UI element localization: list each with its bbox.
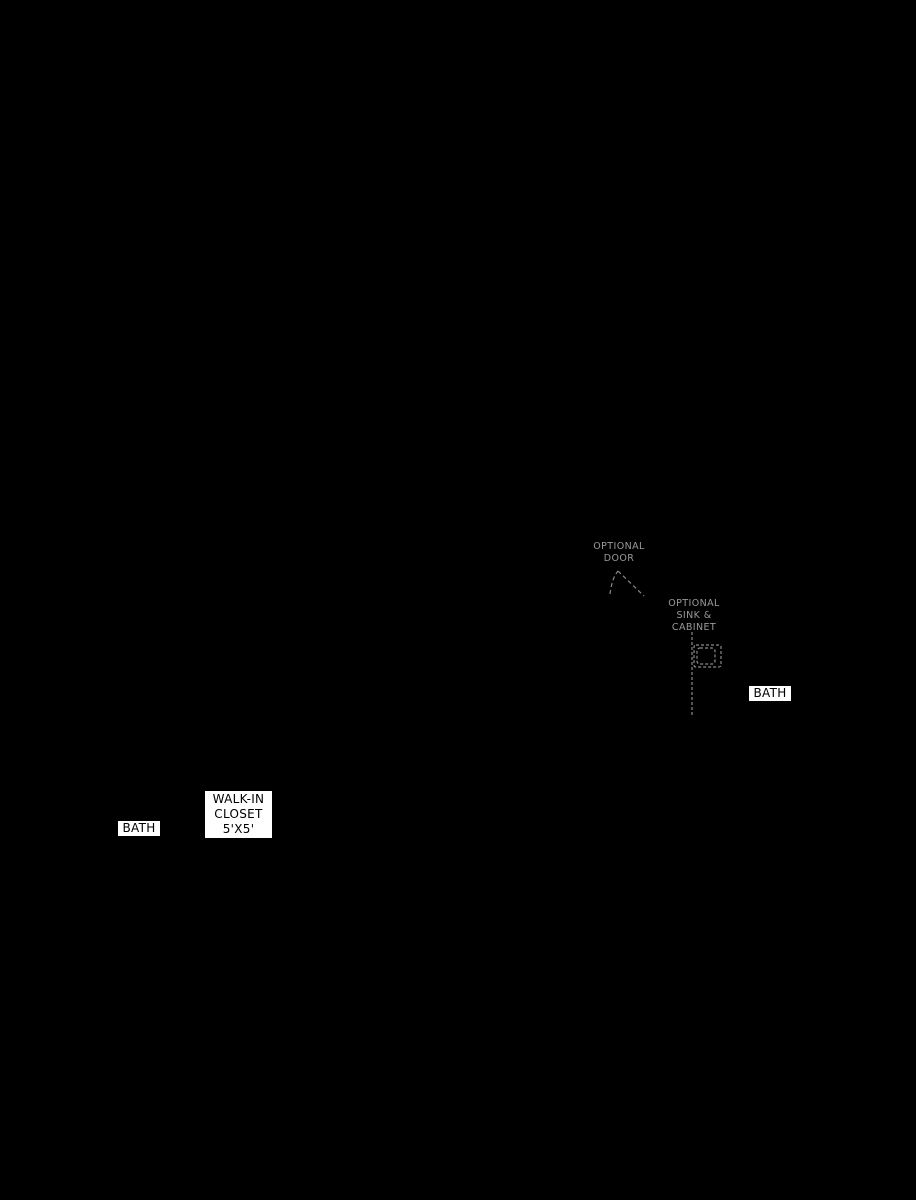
room-label-walk-in-closet	[205, 791, 272, 838]
door-leaf-line	[618, 571, 644, 596]
optional-door-note-line-2: DOOR	[603, 553, 635, 564]
closet-line-1: WALK-IN	[212, 792, 265, 806]
optional-sink-note-line-2: SINK &	[676, 610, 712, 621]
optional-sink-note-line-3: CABINET	[671, 622, 717, 633]
optional-sink-note-line-1: OPTIONAL	[668, 598, 720, 609]
room-label-bath-left	[118, 821, 160, 836]
optional-door-note	[588, 541, 650, 565]
closet-line-2: CLOSET	[214, 807, 263, 821]
optional-sink-note	[662, 598, 726, 634]
closet-line-3: 5'X5'	[222, 822, 255, 836]
optional-door-swing	[610, 571, 644, 596]
bath-left-text: BATH	[122, 821, 156, 835]
bath-right-text: BATH	[753, 686, 787, 700]
optional-door-note-line-1: OPTIONAL	[593, 541, 645, 552]
room-label-bath-right	[749, 686, 791, 701]
door-swing-arc	[610, 571, 618, 594]
sink-basin-outline	[697, 648, 715, 664]
optional-sink-cabinet	[692, 632, 721, 716]
